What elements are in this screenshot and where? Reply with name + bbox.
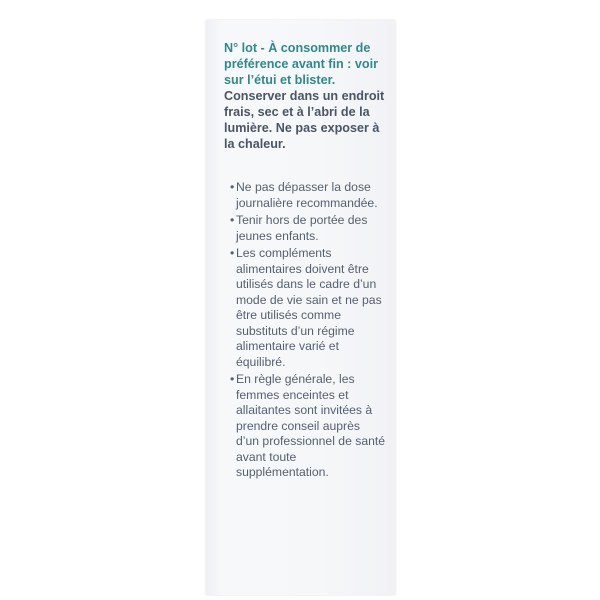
- warning-item: [230, 246, 386, 370]
- warning-item: [230, 213, 386, 244]
- warning-item: [230, 372, 386, 481]
- warning-text: Ne pas dépasser la dose journalière recommandée.: [236, 180, 378, 210]
- warning-text: En règle générale, les femmes enceintes et allaitantes sont invitées à prendre conseil auprès d’un professionnel de santé avant toute supplémentation.: [236, 372, 386, 479]
- bullet-icon: •: [230, 246, 235, 260]
- bullet-icon: •: [230, 213, 235, 227]
- package-side-panel: [206, 20, 395, 595]
- storage-instructions: Conserver dans un endroit frais, sec et à l’abri de la lumière. Ne pas exposer à la chaleur.: [224, 89, 385, 151]
- panel-text-block: [224, 40, 386, 483]
- bullet-icon: •: [230, 372, 235, 386]
- warning-text: Tenir hors de portée des jeunes enfants.: [236, 213, 368, 243]
- bullet-icon: •: [230, 180, 235, 194]
- warning-item: [230, 180, 386, 211]
- warning-text: Les compléments alimentaires doivent être utilisés dans le cadre d’un mode de vie sain et ne pas être utilisés comme substituts d’un régime alimentaire varié et équilibré.: [236, 246, 382, 369]
- lot-expiry-heading: N° lot - À consommer de préférence avant fin : voir sur l’étui et blister.: [224, 41, 378, 87]
- warnings-list: [224, 180, 386, 481]
